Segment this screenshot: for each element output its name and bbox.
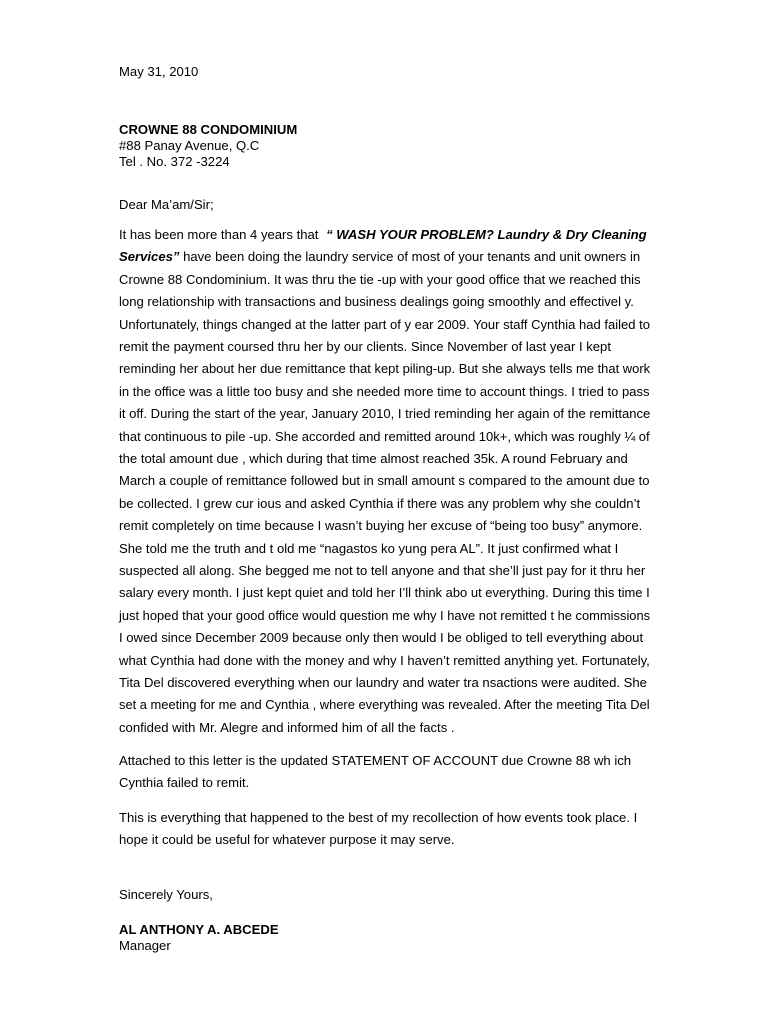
paragraph-1-line: suspected all along. She begged me not to tell anyone and that she’ll just pay for it thru her — [119, 563, 646, 578]
recipient-address: #88 Panay Avenue, Q.C — [119, 138, 260, 153]
company-name-part-2: Services” — [119, 249, 180, 264]
paragraph-1-line: Crowne 88 Condominium. It was thru the tie -up with your good office that we reached this — [119, 272, 641, 287]
recipient-tel: Tel . No. 372 -3224 — [119, 154, 230, 169]
paragraph-2-line: Attached to this letter is the updated STATEMENT OF ACCOUNT due Crowne 88 wh ich — [119, 753, 632, 768]
paragraph-1-line: confided with Mr. Alegre and informed him of all the facts . — [119, 720, 455, 735]
paragraph-3-line: This is everything that happened to the best of my recollection of how events took place. I — [119, 810, 638, 825]
paragraph-1-line: set a meeting for me and Cynthia , where everything was revealed. After the meeting Tita Del — [119, 697, 650, 712]
closing: Sincerely Yours, — [119, 887, 213, 902]
paragraph-1-line: salary every month. I just kept quiet and told her I’ll think abo ut everything. During this time I — [119, 585, 650, 600]
paragraph-1-line: remit completely on time because I wasn’t buying her excuse of “being too busy” anymore. — [119, 518, 643, 533]
paragraph-1-line: what Cynthia had done with the money and why I haven’t remitted anything yet. Fortunately, — [119, 653, 650, 668]
paragraph-1-line: long relationship with transactions and business dealings going smoothly and effectivel y. — [119, 294, 634, 309]
company-name-part-1: “ WASH YOUR PROBLEM? Laundry & Dry Cleaning — [326, 227, 647, 242]
salutation: Dear Ma’am/Sir; — [119, 197, 214, 212]
paragraph-3-line: hope it could be useful for whatever purpose it may serve. — [119, 832, 455, 847]
paragraph-1-line-2 — [119, 249, 640, 265]
letter-date: May 31, 2010 — [119, 64, 199, 79]
signatory-title: Manager — [119, 938, 171, 953]
recipient-name: CROWNE 88 CONDOMINIUM — [119, 122, 298, 137]
paragraph-1-line: that continuous to pile -up. She accorded and remitted around 10k+, which was roughly ¼ of — [119, 429, 650, 444]
paragraph-1-line: reminding her about her due remittance that kept piling-up. But she always tells me that work — [119, 361, 651, 376]
paragraph-1-line: I owed since December 2009 because only then would I be obliged to tell everything about — [119, 630, 644, 645]
paragraph-1-line-1 — [119, 227, 647, 243]
paragraph-1-line: the total amount due , which during that time almost reached 35k. A round February and — [119, 451, 628, 466]
paragraph-2-line: Cynthia failed to remit. — [119, 775, 250, 790]
paragraph-1-line: Unfortunately, things changed at the latter part of y ear 2009. Your staff Cynthia had failed to — [119, 317, 651, 332]
paragraph-1-line: March a couple of remittance followed but in small amount s compared to the amount due to — [119, 473, 650, 488]
paragraph-1-line: it off. During the start of the year, January 2010, I tried reminding her again of the remittance — [119, 406, 651, 421]
paragraph-1-line: in the office was a little too busy and she needed more time to account things. I tried to pass — [119, 384, 650, 399]
paragraph-1-line: remit the payment coursed thru her by our clients. Since November of last year I kept — [119, 339, 611, 354]
paragraph-1-text: have been doing the laundry service of most of your tenants and unit owners in — [179, 249, 641, 264]
signatory-name: AL ANTHONY A. ABCEDE — [119, 922, 279, 937]
paragraph-1-line: just hoped that your good office would question me why I have not remitted t he commissions — [119, 608, 651, 623]
paragraph-1-line: Tita Del discovered everything when our laundry and water tra nsactions were audited. She — [119, 675, 647, 690]
paragraph-1-line: She told me the truth and t old me “nagastos ko yung pera AL”. It just confirmed what I — [119, 541, 619, 556]
paragraph-1-line: be collected. I grew cur ious and asked Cynthia if there was any problem why she couldn’t — [119, 496, 641, 511]
paragraph-1-intro: It has been more than 4 years that — [119, 227, 323, 242]
